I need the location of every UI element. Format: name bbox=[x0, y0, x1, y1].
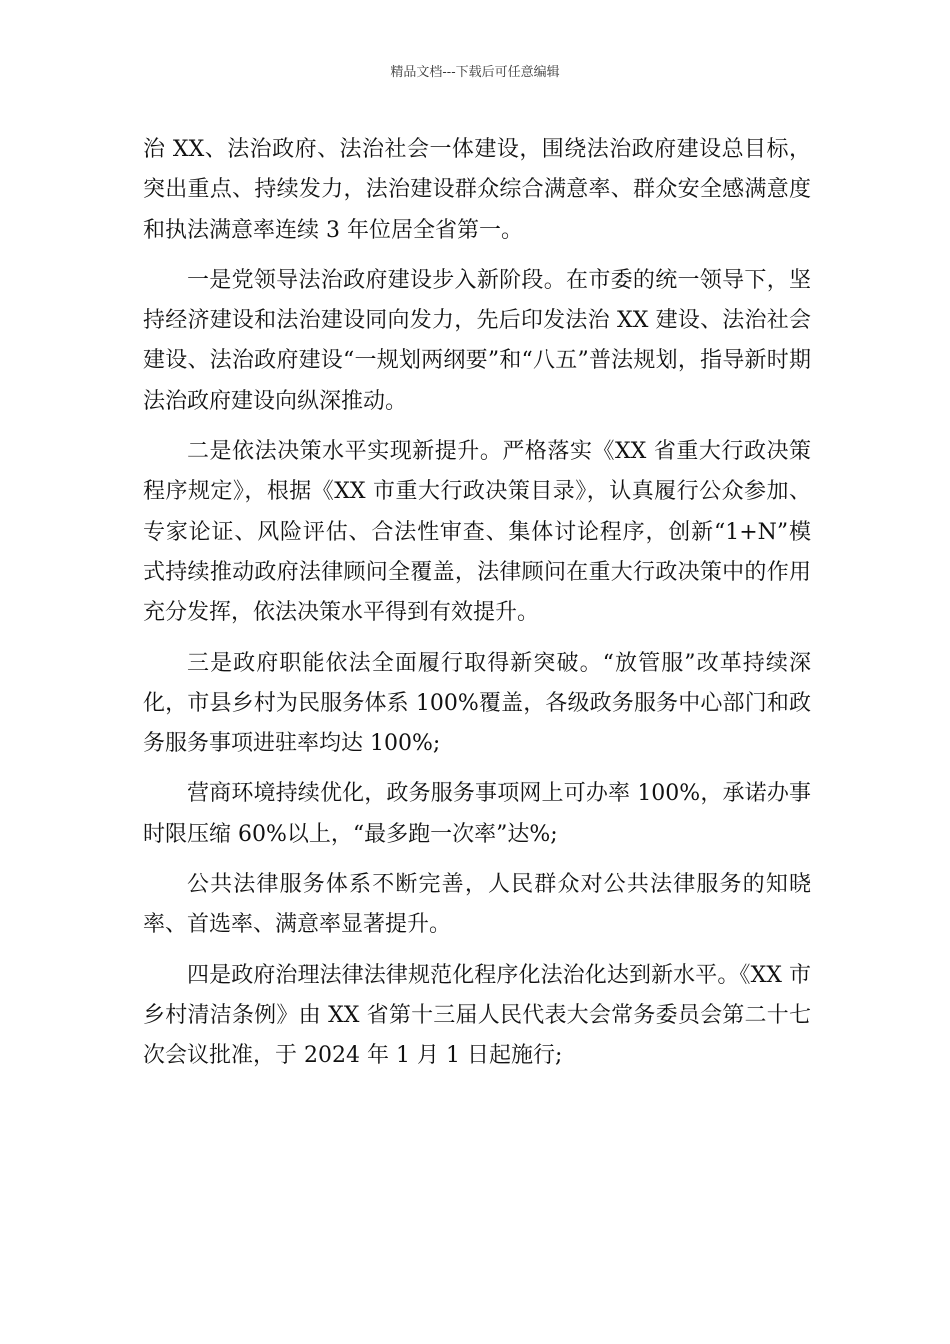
document-body bbox=[143, 130, 811, 1077]
paragraph-5: 营商环境持续优化，政务服务事项网上可办率 100%，承诺办事时限压缩 60%以上，“最多跑一次率”达%; bbox=[143, 781, 811, 847]
paragraph-1: 治 XX、法治政府、法治社会一体建设，围绕法治政府建设总目标，突出重点、持续发力，法治建设群众综合满意率、群众安全感满意度和执法满意率连续 3 年位居全省第一。 bbox=[143, 137, 811, 243]
paragraph-2: 一是党领导法治政府建设步入新阶段。在市委的统一领导下，坚持经济建设和法治建设同向发力，先后印发法治 XX 建设、法治社会建设、法治政府建设“一规划两纲要”和“八五”普法规划，指导新时期法治政府建设向纵深推动。 bbox=[143, 267, 811, 414]
page-header: 精品文档---下载后可任意编辑 bbox=[390, 65, 560, 80]
paragraph-4: 三是政府职能依法全面履行取得新突破。“放管服”改革持续深化，市县乡村为民服务体系 100%覆盖，各级政务服务中心部门和政务服务事项进驻率均达 100%; bbox=[143, 650, 811, 757]
paragraph-3: 二是依法决策水平实现新提升。严格落实《XX 省重大行政决策程序规定》，根据《XX 市重大行政决策目录》，认真履行公众参加、专家论证、风险评估、合法性审查、集体讨论程序，创新“1+N”模式持续推动政府法律顾问全覆盖，法律顾问在重大行政决策中的作用充分发挥，依法决策水平得到有效提升。 bbox=[143, 439, 811, 626]
paragraph-6: 公共法律服务体系不断完善，人民群众对公共法律服务的知晓率、首选率、满意率显著提升。 bbox=[143, 872, 811, 938]
paragraph-7: 四是政府治理法律法律规范化程序化法治化达到新水平。《XX 市乡村清洁条例》由 XX 省第十三届人民代表大会常务委员会第二十七次会议批准，于 2024 年 1 月 1 日起施行; bbox=[143, 962, 811, 1069]
